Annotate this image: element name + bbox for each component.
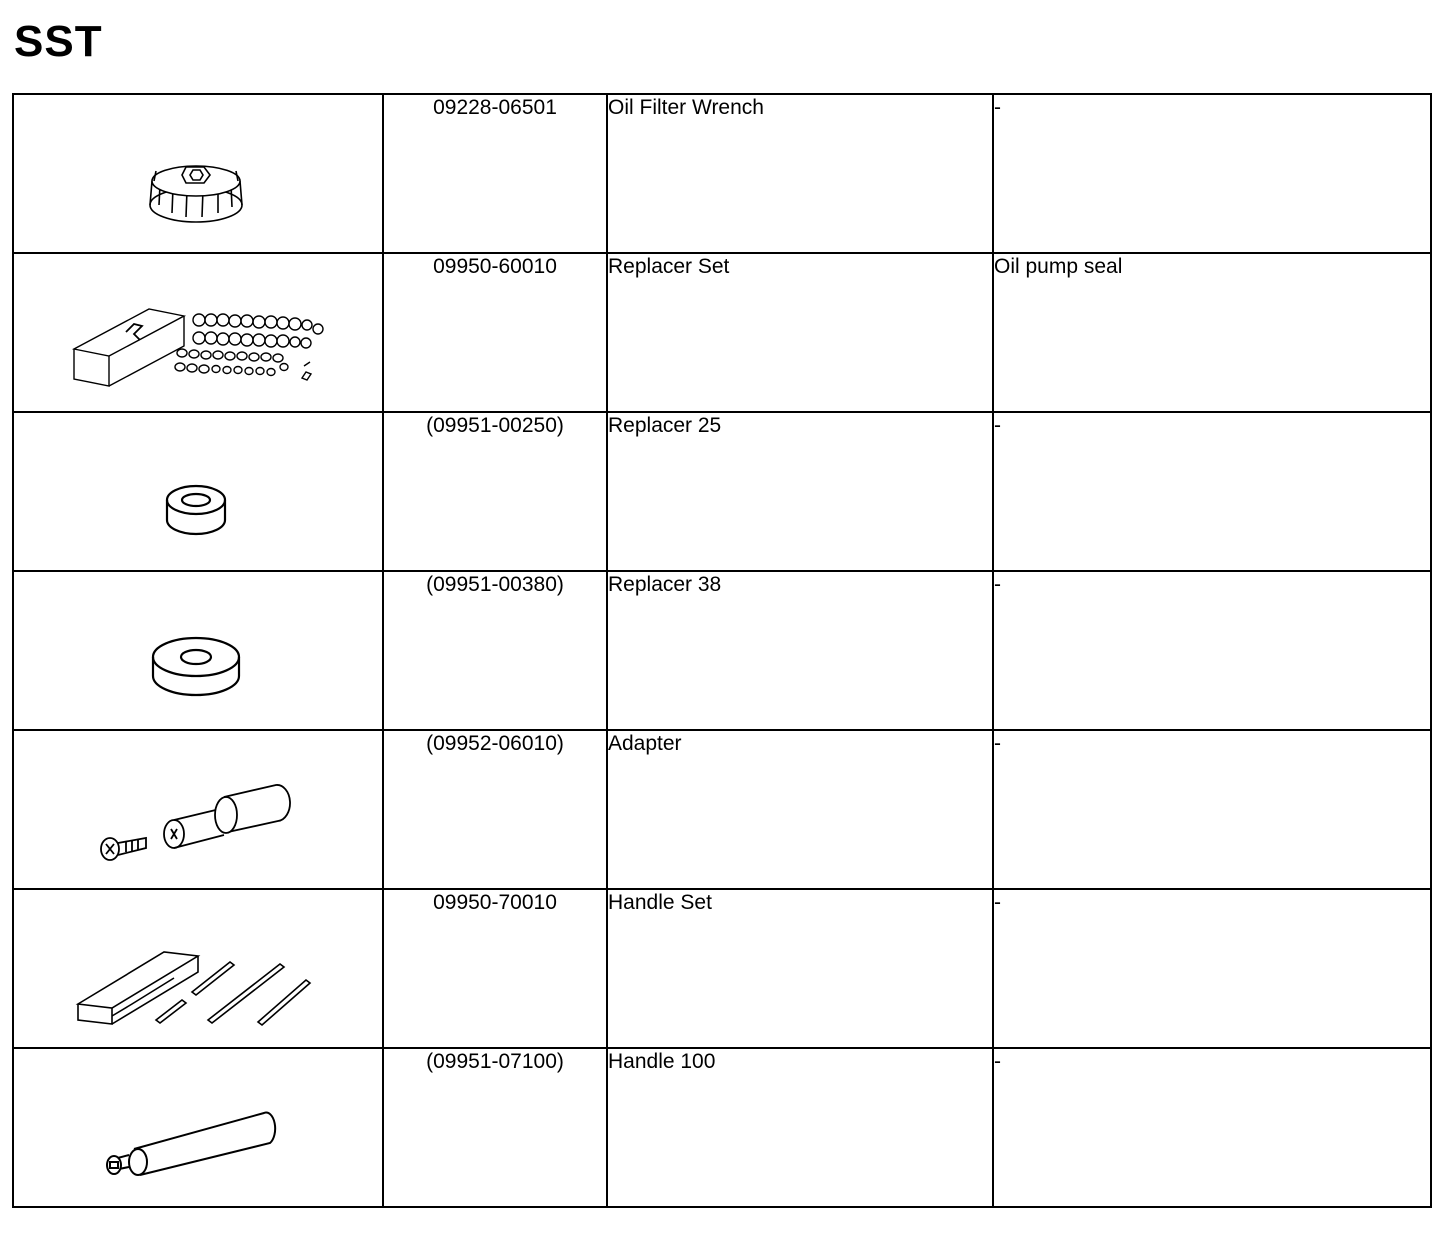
table-row (13, 889, 1431, 1048)
tool-name: Replacer 38 (607, 571, 993, 730)
tool-note: - (993, 1048, 1431, 1207)
handle-100-icon (14, 1049, 382, 1206)
tool-note: - (993, 412, 1431, 571)
part-number: 09950-70010 (383, 889, 607, 1048)
part-number: (09951-00380) (383, 571, 607, 730)
tool-name: Replacer 25 (607, 412, 993, 571)
tool-name: Adapter (607, 730, 993, 889)
handle-set-icon (14, 890, 382, 1047)
tool-name: Oil Filter Wrench (607, 94, 993, 253)
table-row (13, 412, 1431, 571)
illustration-cell (13, 1048, 383, 1207)
sst-table (12, 93, 1432, 1208)
replacer-38-icon (14, 572, 382, 729)
illustration-cell (13, 253, 383, 412)
replacer-25-icon (14, 413, 382, 570)
tool-note: - (993, 730, 1431, 889)
illustration-cell (13, 571, 383, 730)
replacer-set-icon (14, 254, 382, 411)
tool-name: Handle 100 (607, 1048, 993, 1207)
tool-name: Handle Set (607, 889, 993, 1048)
tool-note: Oil pump seal (993, 253, 1431, 412)
table-row (13, 1048, 1431, 1207)
part-number: (09951-07100) (383, 1048, 607, 1207)
tool-name: Replacer Set (607, 253, 993, 412)
part-number: 09950-60010 (383, 253, 607, 412)
tool-note: - (993, 571, 1431, 730)
illustration-cell (13, 94, 383, 253)
part-number: (09952-06010) (383, 730, 607, 889)
tool-note: - (993, 889, 1431, 1048)
page-title: SST (14, 17, 103, 66)
table-row (13, 730, 1431, 889)
adapter-icon (14, 731, 382, 888)
part-number: (09951-00250) (383, 412, 607, 571)
illustration-cell (13, 412, 383, 571)
oil-filter-wrench-icon (14, 95, 382, 252)
tool-note: - (993, 94, 1431, 253)
table-row (13, 571, 1431, 730)
illustration-cell (13, 730, 383, 889)
table-row (13, 94, 1431, 253)
part-number: 09228-06501 (383, 94, 607, 253)
table-row (13, 253, 1431, 412)
illustration-cell (13, 889, 383, 1048)
